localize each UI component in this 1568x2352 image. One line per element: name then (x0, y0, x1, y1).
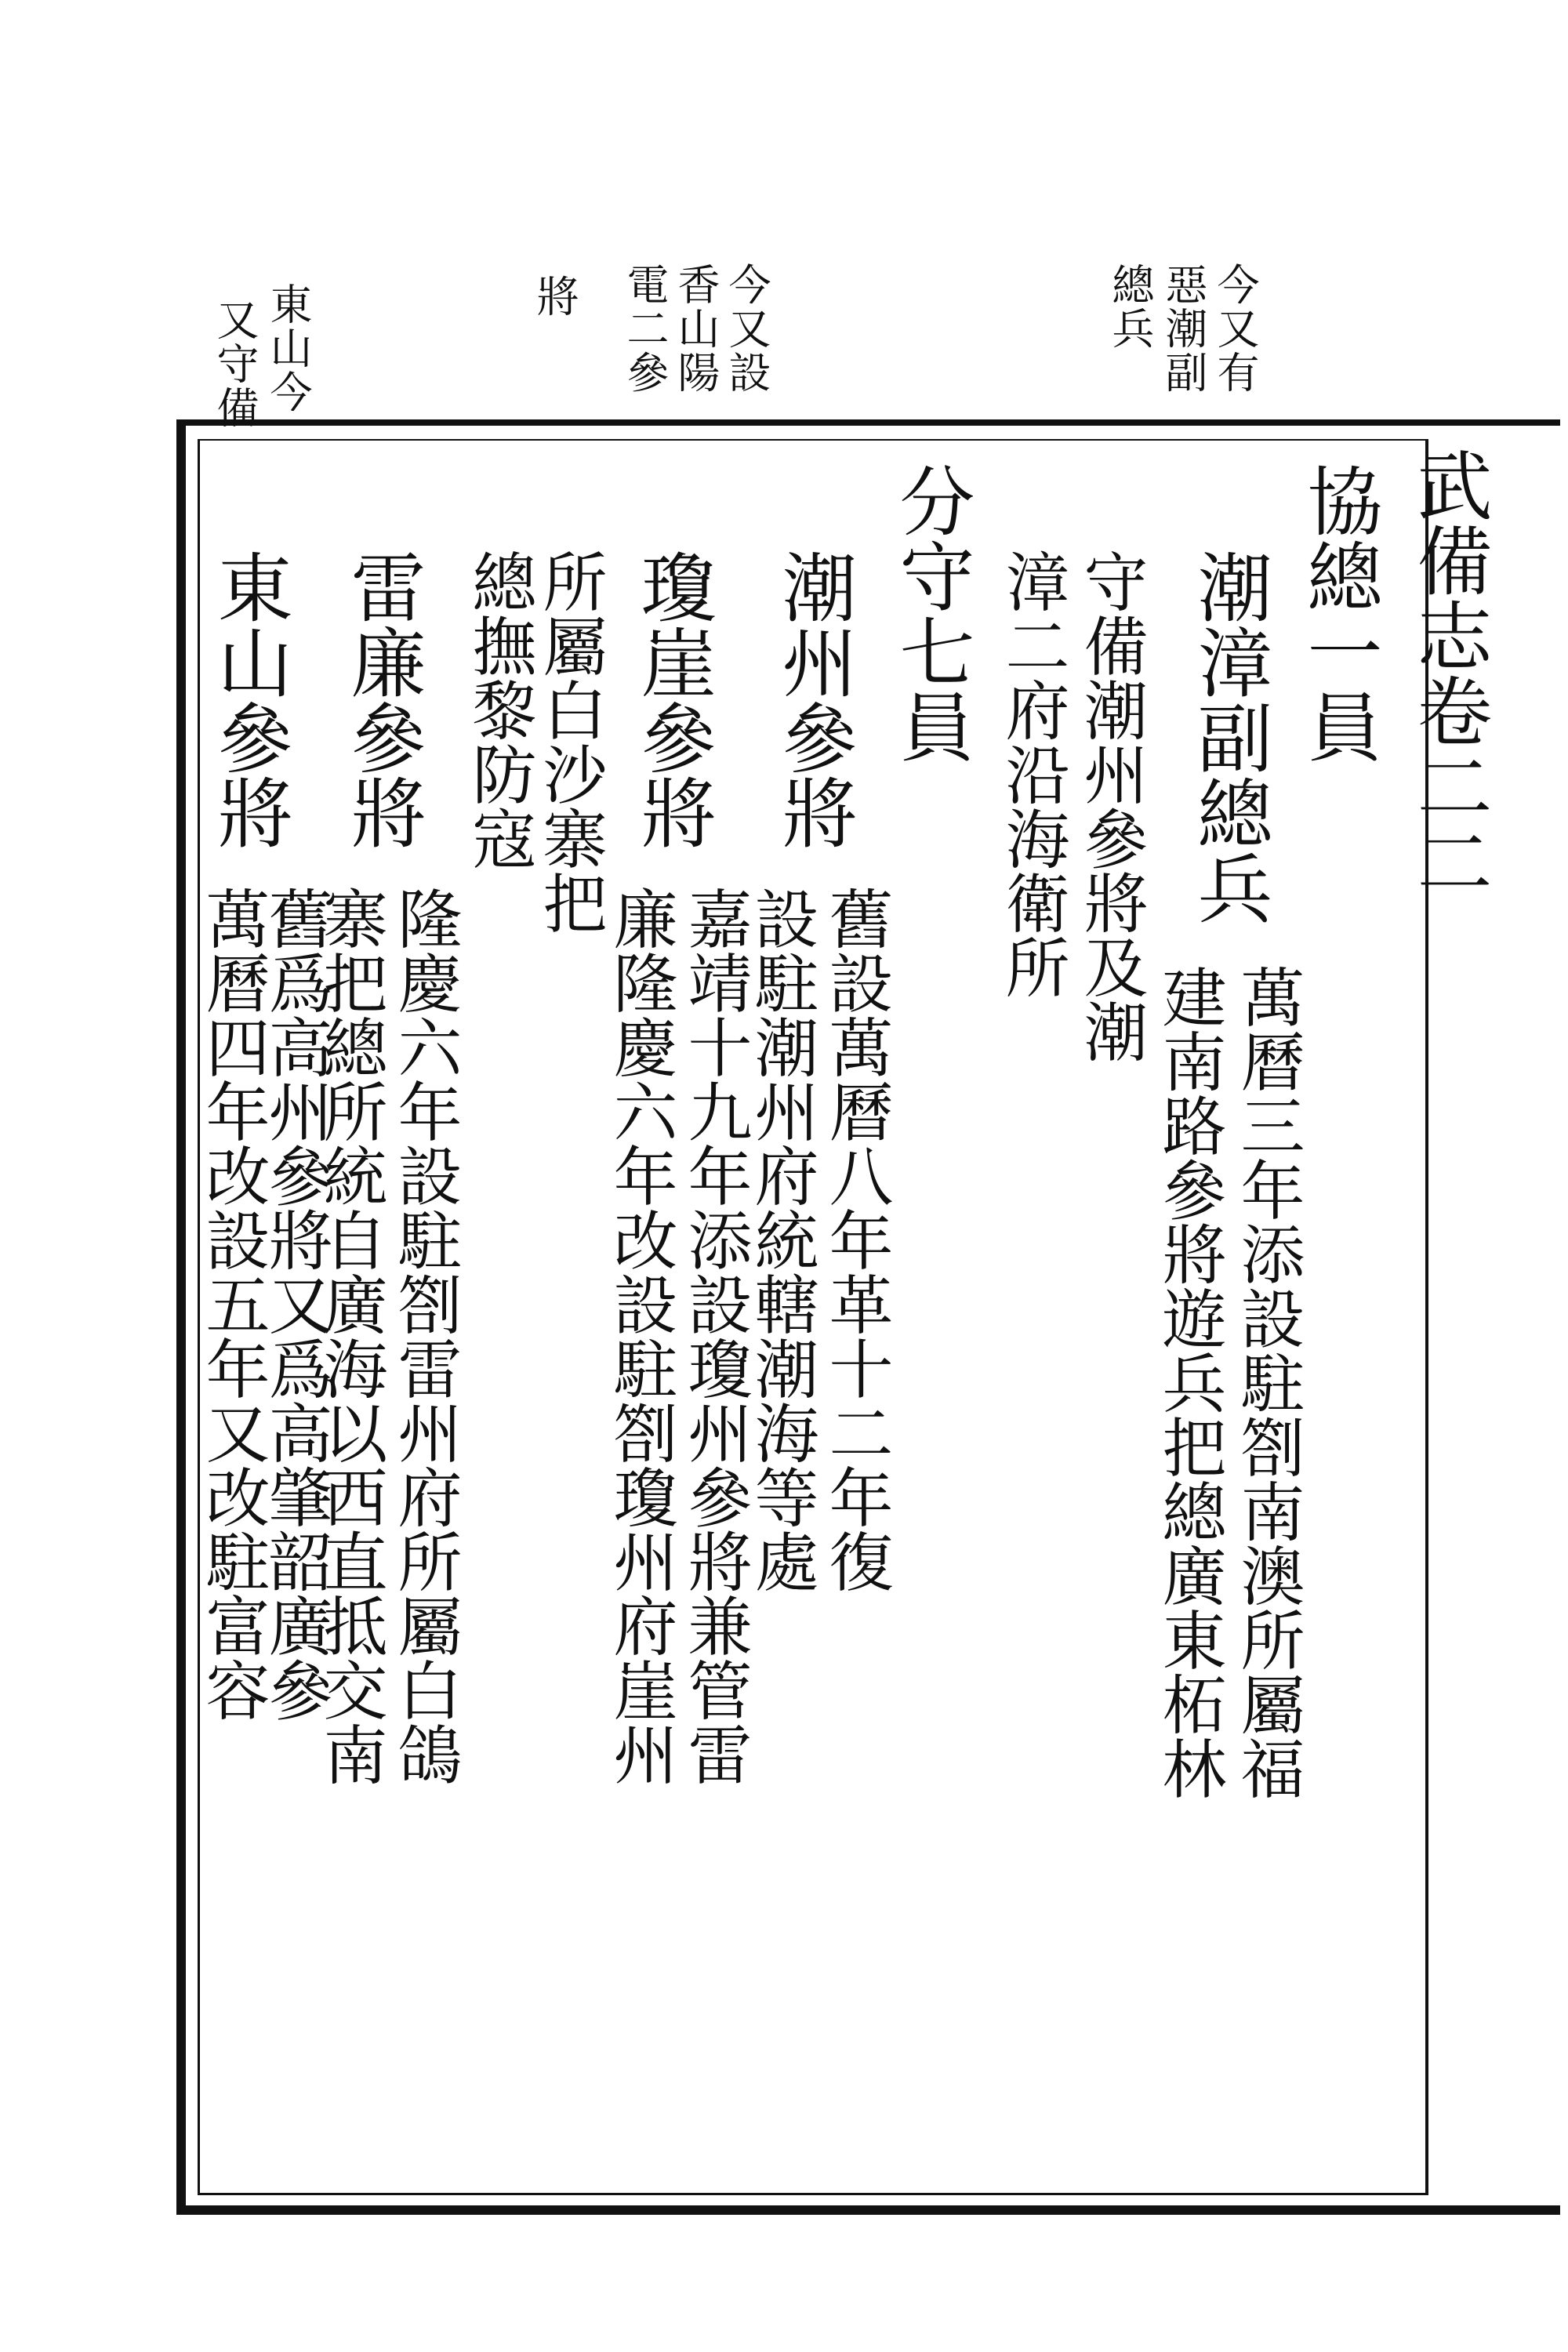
entry-chaozhou-note-a: 舊設萬曆八年革十二年復 (818, 886, 893, 1593)
entry-qiongya-note-d: 總撫黎防寇 (462, 549, 536, 870)
section-title-coordination: 協總一員 (1295, 463, 1383, 764)
entry-chaozhou-title: 潮州參將 (770, 549, 858, 850)
edge-fragment: 武備志卷二二 (1405, 447, 1493, 898)
header-note-1-line-2: 惡潮副 (1159, 263, 1208, 394)
entry-dongshan-title: 東山參將 (205, 549, 293, 850)
entry-leilian-note-a: 隆慶六年設駐劄雷州府所屬白鴿 (387, 886, 462, 1786)
entry-qiongya-note-a: 嘉靖十九年添設瓊州參將兼管雷 (677, 886, 752, 1786)
entry-qiongya-note-b: 廉隆慶六年改設駐劄瓊州府崖州 (603, 886, 677, 1786)
entry-qiongya-title: 瓊崖參將 (629, 549, 717, 850)
header-note-2-line-1: 今又設 (722, 263, 771, 394)
header-note-2-line-4: 將 (530, 274, 579, 318)
entry-chaozhang-title: 潮漳副總兵 (1185, 549, 1273, 925)
entry-dongshan-note-b: 萬曆四年改設五年又改駐富容 (195, 886, 270, 1722)
entry-chaozhang-note-c: 守備潮州參將及潮 (1073, 549, 1148, 1063)
entry-chaozhang-note-d: 漳二府沿海衛所 (995, 549, 1069, 999)
entry-chaozhang-note-a: 萬曆三年添設駐劄南澳所屬福 (1230, 964, 1305, 1800)
header-note-2-line-3: 電二參 (620, 263, 670, 394)
entry-chaozhou-note-b: 設駐潮州府統轄潮海等處 (744, 886, 818, 1593)
entry-chaozhang-note-b: 建南路參將遊兵把總廣東柘林 (1152, 964, 1226, 1800)
entry-leilian-note-b: 寨把總所統自廣海以西直抵交南 (313, 886, 387, 1786)
header-note-3-line-2: 又守備 (210, 298, 260, 430)
header-note-3-line-1: 東山今 (263, 282, 313, 414)
header-note-1-line-3: 總兵 (1105, 263, 1155, 350)
header-note-2-line-2: 香山陽 (671, 263, 720, 394)
section-title-division: 分守七員 (887, 463, 975, 764)
entry-leilian-title: 雷廉參將 (339, 549, 426, 850)
entry-dongshan-note-a: 舊爲高州參將又爲高肇韶廣參 (258, 886, 332, 1722)
entry-qiongya-note-c: 所屬白沙寨把 (532, 549, 607, 935)
header-note-1-line-1: 今又有 (1210, 263, 1260, 394)
